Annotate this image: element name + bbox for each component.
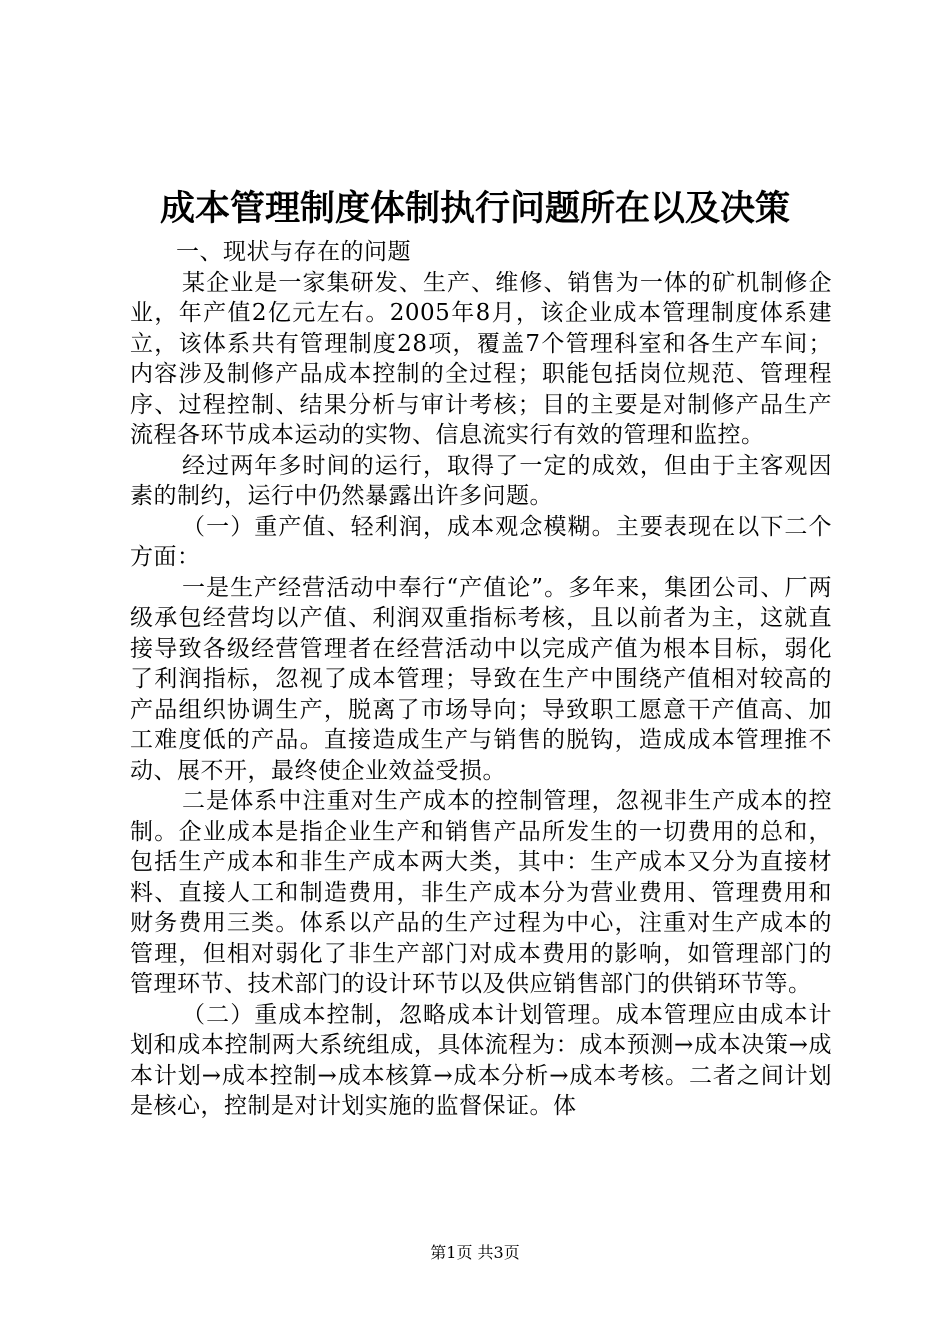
paragraph-point-one: 一是生产经营活动中奉行“产值论”。多年来，集团公司、厂两级承包经营均以产值、利润双重指标考核，且以前者为主，这就直接导致各级经营管理者在经营活动中以完成产值为根本目标，弱化了利润指标，忽视了成本管理；导致在生产中围绕产值相对较高的产品组织协调生产，脱离了市场导向；导致职工愿意干产值高、加工难度低的产品。直接造成生产与销售的脱钩，造成成本管理推不动、展不开，最终使企业效益受损。 — [130, 574, 832, 784]
paragraph-point-two: 二是体系中注重对生产成本的控制管理，忽视非生产成本的控制。企业成本是指企业生产和销售产品所发生的一切费用的总和，包括生产成本和非生产成本两大类，其中：生产成本又分为直接材料、直接人工和制造费用，非生产成本分为营业费用、管理费用和财务费用三类。体系以产品的生产过程为中心，注重对生产成本的管理，但相对弱化了非生产部门对成本费用的影响，如管理部门的管理环节、技术部门的设计环节以及供应销售部门的供销环节等。 — [130, 788, 832, 997]
document-body — [130, 237, 832, 1122]
subsection-heading-1: （一）重产值、轻利润，成本观念模糊。主要表现在以下二个方面： — [130, 513, 832, 570]
paragraph-operation-results: 经过两年多时间的运行，取得了一定的成效，但由于主客观因素的制约，运行中仍然暴露出许多问题。 — [130, 452, 832, 509]
paragraph-company-overview: 某企业是一家集研发、生产、维修、销售为一体的矿机制修企业，年产值2亿元左右。2005年8月，该企业成本管理制度体系建立，该体系共有管理制度28项，覆盖7个管理科室和各生产车间；内容涉及制修产品成本控制的全过程；职能包括岗位规范、管理程序、过程控制、结果分析与审计考核；目的主要是对制修产品生产流程各环节成本运动的实物、信息流实行有效的管理和监控。 — [130, 269, 832, 448]
page-footer: 第1页 共3页 — [430, 1243, 520, 1262]
document-title: 成本管理制度体制执行问题所在以及决策 — [159, 188, 790, 229]
section-heading: 一、现状与存在的问题 — [176, 239, 411, 265]
subsection-heading-2: （二）重成本控制，忽略成本计划管理。成本管理应由成本计划和成本控制两大系统组成，具体流程为：成本预测→成本决策→成本计划→成本控制→成本核算→成本分析→成本考核。二者之间计划是核心，控制是对计划实施的监督保证。体 — [130, 1001, 832, 1119]
